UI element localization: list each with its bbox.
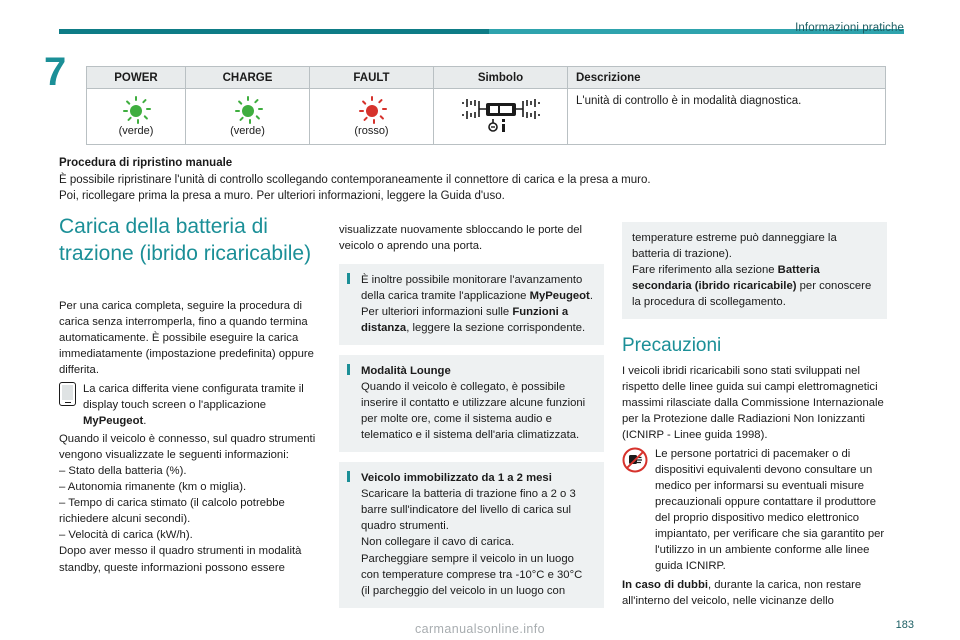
colC-p3-bold: In caso di dubbi [622, 579, 708, 592]
colA-paragraph-2: Quando il veicolo è connesso, sul quadro strumenti vengono visualizzate le seguenti informazioni: [59, 433, 316, 462]
page-number: 183 [895, 619, 914, 631]
colB-note-immobilized-p1: Scaricare la batteria di trazione fino a 2 o 3 barre sull'indicatore del livello di carica sul quadro strumenti. [361, 488, 576, 533]
colA-touchscreen-end: . [143, 415, 147, 428]
colB-paragraph-1: visualizzate nuovamente sbloccando le porte del veicolo o aprendo una porta. [339, 224, 583, 253]
colA-bullet-3: – Tempo di carica stimato (il calcolo potrebbe richiedere alcuni secondi). [59, 497, 285, 526]
table-header-symbol: Simbolo [434, 67, 568, 89]
colB-note-lounge [339, 355, 604, 452]
colA-touchscreen-pre: La carica differita viene configurata tramite il display touch screen o [83, 383, 304, 412]
colC-note-p2-bold: Batteria secondaria (ibrido ricaricabile) [632, 264, 820, 293]
colB-note-immobilized [339, 462, 604, 607]
colC-note-continuation [622, 222, 887, 319]
colB-note-app-pre: È inoltre possibile monitorare l'avanzamento della carica tramite l'applicazione [361, 274, 583, 303]
colB-note-app-bold2: Funzioni a distanza [361, 306, 569, 335]
header-rule-dark [59, 29, 489, 34]
colA-touchscreen-note [59, 381, 319, 429]
page-title: Carica della batteria di trazione (ibrido ricaricabile) [59, 215, 312, 265]
cell-description: L'unità di controllo è in modalità diagnostica. [568, 89, 886, 145]
led-charge-label: (verde) [230, 124, 265, 137]
chapter-number: 7 [44, 50, 67, 94]
led-power-label: (verde) [118, 124, 154, 137]
info-bar-icon [347, 364, 350, 375]
colB-note-lounge-text: Quando il veicolo è collegato, è possibile inserire il contatto e utilizzare alcune funzioni per molte ore, come il sistema audio e telematico e il sistema dell'aria climatizzata. [361, 381, 586, 442]
table-header-fault: FAULT [310, 67, 434, 89]
led-green-power-icon [121, 97, 151, 123]
cell-charge [186, 89, 310, 145]
colB-note-app-end: , leggere la sezione corrispondente. [406, 322, 586, 335]
info-bar-icon [347, 273, 350, 284]
table-row [87, 89, 886, 145]
colA-bullet-4: – Velocità di carica (kW/h). [59, 529, 193, 542]
cell-power [87, 89, 186, 145]
led-green-charge-icon [233, 97, 263, 123]
colC-paragraph-1: I veicoli ibridi ricaricabili sono stati sviluppati nel rispetto delle linee guida sui campi elettromagnetici massimi rilasciate dalla Commissione Internazionale per la Protezione dalle Radiazioni Non Ionizzanti (ICNIRP - Linee guida 1998). [622, 364, 884, 442]
manual-restore-line1: È possibile ripristinare l'unità di controllo scollegando contemporaneamente il connettore di carica e la presa a muro. [59, 173, 651, 186]
colB-note-immobilized-title: Veicolo immobilizzato da 1 a 2 mesi [361, 472, 552, 485]
column-right [622, 222, 887, 609]
colC-note-p1: temperature estreme può danneggiare la batteria di trazione). [632, 232, 837, 261]
header-section-title: Informazioni pratiche [795, 22, 904, 34]
footer-watermark: carmanualsonline.info [414, 622, 545, 636]
colC-note-continuation-body [632, 230, 877, 310]
diagnostic-mode-symbol-icon [453, 95, 549, 135]
header-rule [59, 29, 904, 34]
colB-note-app [339, 264, 604, 345]
colC-paragraph-3 [622, 577, 887, 609]
colB-note-immobilized-p3: Parcheggiare sempre il veicolo in un luogo con temperature comprese tra -10°C e 30°C (il parcheggio del veicolo in un luogo con [361, 552, 583, 597]
colB-note-app-body [349, 272, 594, 336]
colA-bullet-1: – Stato della batteria (%). [59, 465, 187, 478]
column-left [59, 298, 319, 576]
colB-note-immobilized-body [349, 470, 594, 598]
manual-restore-block [59, 155, 889, 205]
cell-fault [310, 89, 434, 145]
colA-paragraph-3: Dopo aver messo il quadro strumenti in modalità standby, queste informazioni possono essere [59, 545, 302, 574]
no-pacemaker-icon [622, 447, 648, 473]
table-header-description: Descrizione [568, 67, 886, 89]
colA-app-name: MyPeugeot [83, 415, 144, 428]
colC-pacemaker-note [622, 446, 887, 574]
info-bar-icon [347, 471, 350, 482]
colA-touchscreen-lead: l'applicazione [198, 399, 267, 412]
colB-note-app-mid: . Per ulteriori informazioni sulle [361, 290, 593, 319]
table-header-charge: CHARGE [186, 67, 310, 89]
cell-symbol [434, 89, 568, 145]
colA-paragraph-1: Per una carica completa, seguire la procedura di carica senza interromperla, fino a quando termina automaticamente. È possibile eseguire la carica immediatamente (impostazione predefinita) oppure differita. [59, 300, 314, 377]
colC-note-p2-pre: Fare riferimento alla sezione [632, 264, 778, 277]
colC-p3-rest: , durante la carica, non restare all'interno del veicolo, nelle vicinanze dello [622, 579, 862, 608]
touchscreen-icon [59, 382, 76, 406]
led-red-fault-icon [357, 97, 387, 123]
colA-touchscreen-text [83, 381, 319, 429]
colB-note-lounge-title: Modalità Lounge [361, 365, 451, 378]
manual-restore-title: Procedura di ripristino manuale [59, 157, 233, 169]
colB-note-immobilized-p2: Non collegare il cavo di carica. [361, 536, 515, 549]
table-header-row [87, 67, 886, 89]
colB-note-app-bold1: MyPeugeot [529, 290, 590, 303]
colA-bullet-2: – Autonomia rimanente (km o miglia). [59, 481, 247, 494]
colC-subheading: Precauzioni [622, 335, 722, 357]
colC-pacemaker-text: Le persone portatrici di pacemaker o di dispositivi equivalenti devono consultare un medico per informarsi su eventuali misure precauzionali oppure contattare il produttore del proprio dispositivo medico elettronico impiantato, per verificare che sia garantito per l'utilizzo in un ambiente conforme alle linee guida ICNIRP. [655, 448, 885, 573]
column-middle [339, 222, 604, 608]
colB-note-lounge-body [349, 363, 594, 443]
led-fault-label: (rosso) [354, 124, 389, 137]
status-table [86, 66, 886, 145]
manual-restore-line2: Poi, ricollegare prima la presa a muro. Per ulteriori informazioni, leggere la Guida d'uso. [59, 190, 505, 203]
table-header-power: POWER [87, 67, 186, 89]
colC-note-p2-end: per conoscere la procedura di scollegamento. [632, 280, 872, 309]
